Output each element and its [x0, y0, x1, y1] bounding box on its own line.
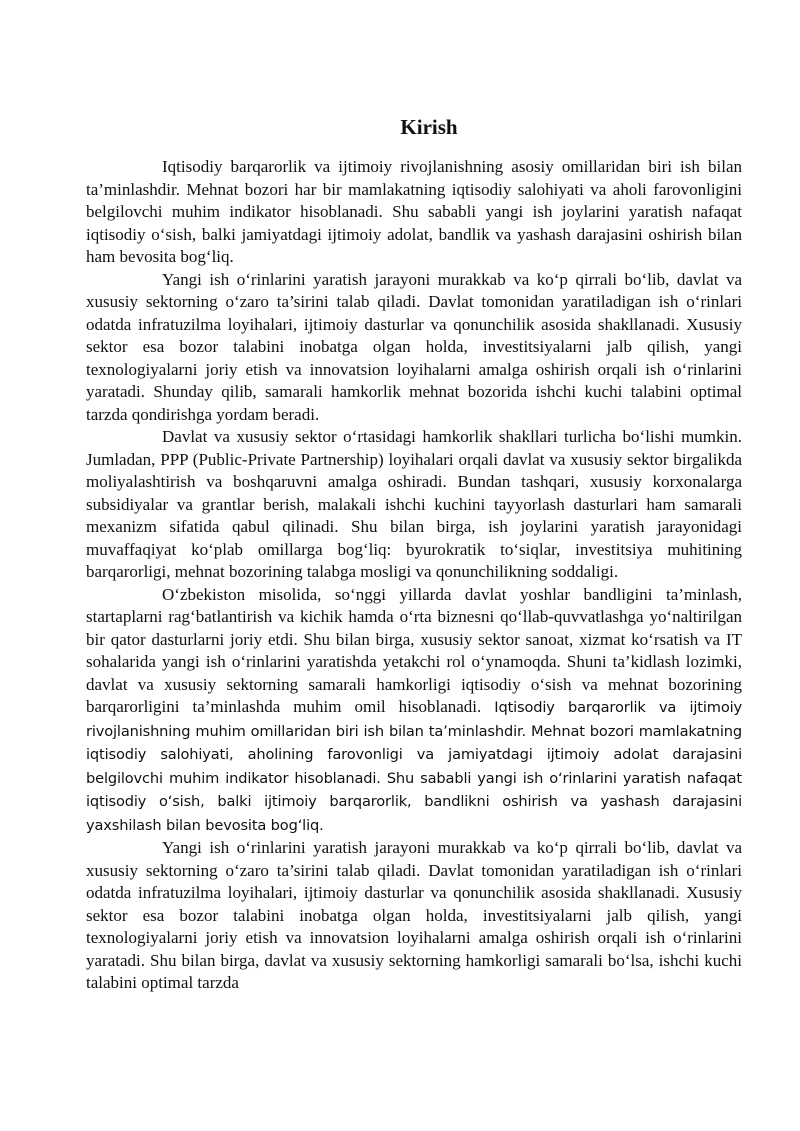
paragraph-4	[86, 584, 742, 838]
paragraph-4-serif-run: O‘zbekiston misolida, so‘nggi yillarda davlat yoshlar bandligini ta’minlash, startaplarni rag‘batlantirish va kichik hamda o‘rta biznesni qo‘llab-quvvatlashga yo‘naltirilgan bir qator dasturlarni joriy etdi. Shu bilan birga, xususiy sektor sanoat, xizmat ko‘rsatish va IT sohalarida yangi ish o‘rinlarini yaratishda yetakchi rol o‘ynamoqda. Shuni ta’kidlash lozimki, davlat va xususiy sektorning samarali hamkorligi iqtisodiy o‘sish va mehnat bozorining barqarorligini ta’minlashda muhim omil hisoblanadi.	[86, 584, 742, 716]
paragraph-2: Yangi ish o‘rinlarini yaratish jarayoni murakkab va ko‘p qirrali bo‘lib, davlat va xususiy sektorning o‘zaro ta’sirini talab qiladi. Davlat tomonidan yaratiladigan ish o‘rinlari odatda infratuzilma loyihalari, ijtimoiy dasturlar va qonunchilik asosida shakllanadi. Xususiy sektor esa bozor talabini inobatga olgan holda, investitsiyalarni jalb qilish, yangi texnologiyalarni joriy etish va innovatsion loyihalarni amalga oshirish orqali ish o‘rinlarini yaratadi. Shunday qilib, samarali hamkorlik mehnat bozorida ishchi kuchi talabini optimal tarzda qondirishga yordam beradi.	[86, 269, 742, 424]
paragraph-1: Iqtisodiy barqarorlik va ijtimoiy rivojlanishning asosiy omillaridan biri ish bilan ta’minlashdir. Mehnat bozori har bir mamlakatning iqtisodiy salohiyati va aholi farovonligini belgilovchi muhim indikator hisoblanadi. Shu sababli yangi ish joylarini yaratish nafaqat iqtisodiy o‘sish, balki jamiyatdagi ijtimoiy adolat, bandlik va yashash darajasini oshirish bilan ham bevosita bog‘liq.	[86, 157, 742, 266]
document-body	[86, 156, 742, 995]
paragraph-4-sans-run: Iqtisodiy barqarorlik va ijtimoiy rivojlanishning muhim omillaridan biri ish bilan ta’minlashdir. Mehnat bozori mamlakatning iqtisodiy salohiyati, aholining farovonligi va jamiyatdagi ijtimoiy adolat darajasini belgilovchi muhim indikator hisoblanadi. Shu sababli yangi ish oʻrinlarini yaratish nafaqat iqtisodiy oʻsish, balki ijtimoiy barqarorlik, bandlikni oshirish va yashash darajasini yaxshilash bilan bevosita bogʻliq.	[86, 699, 742, 834]
paragraph-3: Davlat va xususiy sektor o‘rtasidagi hamkorlik shakllari turlicha bo‘lishi mumkin. Jumladan, PPP (Public-Private Partnership) loyihalari orqali davlat va xususiy sektor birgalikda moliyalashtirish va boshqaruvni amalga oshiradi. Bundan tashqari, xususiy korxonalarga subsidiyalar va grantlar berish, malakali ishchi kuchini tayyorlash dasturlari ham samarali mexanizm sifatida qabul qilinadi. Shu bilan birga, ish joylarini yaratish jarayonidagi muvaffaqiyat ko‘plab omillarga bog‘liq: byurokratik to‘siqlar, investitsiya muhitining barqarorligi, mehnat bozorining talabga mosligi va qonunchilikning soddaligi.	[86, 427, 742, 581]
document-title: Kirish	[400, 115, 458, 139]
paragraph-5: Yangi ish o‘rinlarini yaratish jarayoni murakkab va ko‘p qirrali bo‘lib, davlat va xususiy sektorning o‘zaro ta’sirini talab qiladi. Davlat tomonidan yaratiladigan ish o‘rinlari odatda infratuzilma loyihalari, ijtimoiy dasturlar va qonunchilik asosida shakllanadi. Xususiy sektor esa bozor talabini inobatga olgan holda, investitsiyalarni jalb qilish, yangi texnologiyalarni joriy etish va innovatsion loyihalarni amalga oshirish orqali ish o‘rinlarini yaratadi. Shu bilan birga, davlat va xususiy sektorning hamkorligi samarali bo‘lsa, ishchi kuchi talabini optimal tarzda	[86, 838, 742, 992]
